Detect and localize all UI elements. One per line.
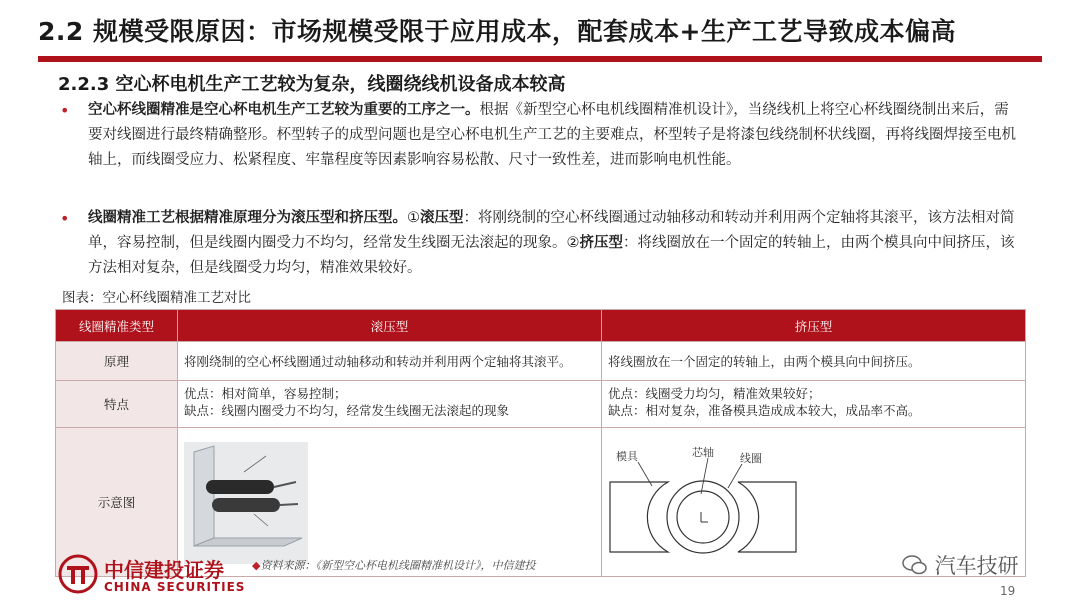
bullet-2-marker-1: ① [407, 210, 420, 226]
features-rolling [178, 381, 602, 428]
bullet-1-body: 根据《新型空心杯电机线圈精准机设计》，当绕线机上将空心杯线圈绕制出来后，需要对线圈进行最终精确整形。杯型转子的成型问题也是空心杯电机生产工艺的主要难点，杯型转子是将漆包线绕制杯状线圈，再将线圈焊接至电机轴上，而线圈受应力、松紧程度、牢靠程度等因素影响容易松散、尺寸一致性差，进而影响电机性能。 [88, 102, 1016, 168]
row-label-features: 特点 [56, 381, 178, 428]
source-text: 资料来源：《新型空心杯电机线圈精准机设计》，中信建投 [260, 559, 536, 572]
bullet-2-body-2: ：将线圈放在一个固定的转轴上，由两个模具向中间挤压，该方法相对复杂，但是线圈受力均匀，精准效果较好。 [88, 235, 1015, 276]
bullet-2-text [88, 206, 1020, 281]
logo-chinese-name: 中信建投证券 [104, 558, 224, 582]
bullet-2-body-1: ：将刚绕制的空心杯线圈通过动轴移动和转动并利用两个定轴将其滚平，该方法相对简单，容易控制，但是线圈内圈受力不均匀，经常发生线圈无法滚起的现象。 [88, 210, 1015, 251]
comparison-table [55, 309, 1026, 577]
label-mold: 模具 [616, 450, 638, 463]
header-rolling: 滚压型 [178, 310, 602, 342]
page-number: 19 [1000, 584, 1016, 598]
label-mandrel: 芯轴 [692, 446, 714, 459]
principle-squeeze: 将线圈放在一个固定的转轴上，由两个模具向中间挤压。 [602, 342, 1026, 381]
page-title: 2.2 规模受限原因：市场规模受限于应用成本，配套成本+生产工艺导致成本偏高 [38, 17, 956, 46]
squeeze-diagram-image [608, 442, 798, 560]
row-label-principle: 原理 [56, 342, 178, 381]
company-logo [58, 552, 261, 598]
row-label-diagram: 示意图 [56, 428, 178, 577]
rolling-pros: 优点：相对简单，容易控制； [184, 386, 347, 401]
header-type: 线圈精准类型 [56, 310, 178, 342]
source-note [252, 557, 535, 573]
table-caption: 图表：空心杯线圈精准工艺对比 [62, 290, 251, 306]
bullet-1 [60, 98, 1020, 173]
squeeze-pros: 优点：线圈受力均匀，精准效果较好； [608, 386, 821, 401]
title-bar [0, 0, 1080, 64]
citic-logo-icon [58, 554, 98, 594]
bullet-2-marker-2: ② [566, 235, 580, 251]
rolling-cons: 缺点：线圈内圈受力不均匀，经常发生线圈无法滚起的现象 [184, 403, 510, 418]
title-rule [38, 56, 1042, 62]
features-squeeze [602, 381, 1026, 428]
bullet-2-term-1: 滚压型 [420, 210, 464, 226]
watermark [902, 550, 1019, 580]
header-squeeze: 挤压型 [602, 310, 1026, 342]
table-header-row [56, 310, 1026, 342]
bullet-dot-icon: • [60, 101, 70, 120]
bullet-1-text [88, 98, 1020, 173]
principle-rolling: 将刚绕制的空心杯线圈通过动轴移动和转动并利用两个定轴将其滚平。 [178, 342, 602, 381]
wechat-icon [902, 554, 928, 576]
bullet-2-term-2: 挤压型 [579, 235, 623, 251]
bullet-dot-icon: • [60, 209, 70, 228]
table-row [56, 381, 1026, 428]
bullet-2-bold: 线圈精准工艺根据精准原理分为滚压型和挤压型。 [88, 210, 407, 226]
bullet-1-bold: 空心杯线圈精准是空心杯电机生产工艺较为重要的工序之一。 [88, 102, 480, 118]
bullet-2 [60, 206, 1020, 281]
watermark-text: 汽车技研 [934, 554, 1019, 578]
logo-english-name: CHINA SECURITIES [104, 580, 246, 594]
rolling-diagram-image [184, 442, 308, 564]
table-row [56, 342, 1026, 381]
squeeze-cons: 缺点：相对复杂，准备模具造成成本较大，成品率不高。 [608, 403, 921, 418]
label-coil: 线圈 [740, 452, 762, 465]
section-subtitle: 2.2.3 空心杯电机生产工艺较为复杂，线圈绕线机设备成本较高 [58, 74, 566, 95]
source-marker-icon: ◆ [252, 559, 261, 572]
